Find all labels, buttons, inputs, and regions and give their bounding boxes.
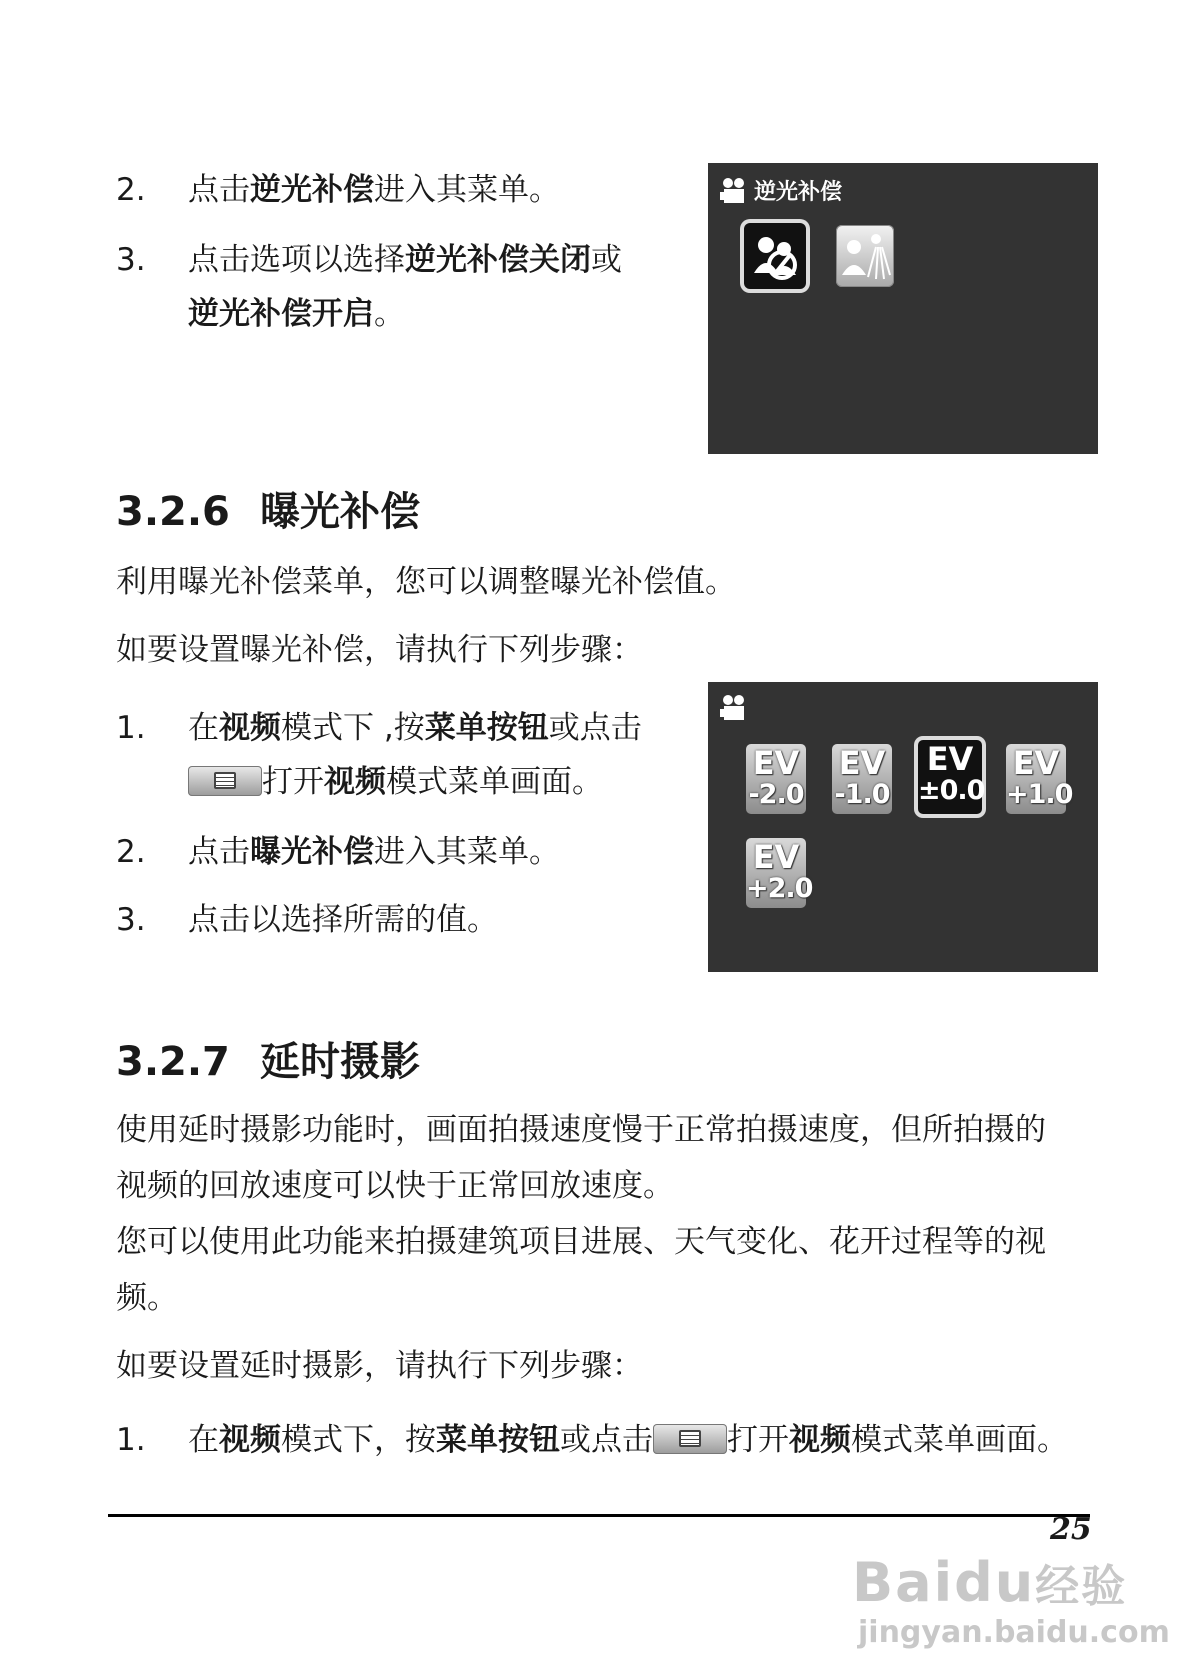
ev-value: -2.0	[748, 779, 804, 810]
backlight-on-icon	[836, 225, 894, 287]
menu-list-icon	[679, 1430, 701, 1447]
ev-label: EV	[838, 744, 886, 782]
step-bold-term: 视频	[219, 1422, 281, 1458]
step-bold-term: 曝光补偿	[250, 834, 374, 870]
baidu-watermark-logo	[852, 1550, 1127, 1614]
watermark-brand-cn: 经验	[1035, 1561, 1128, 1612]
step-bold-term: 逆光补偿	[250, 172, 374, 208]
screen-title-text: 逆光补偿	[754, 180, 843, 205]
backlight-off-option[interactable]	[744, 223, 806, 289]
section-howto: 如要设置曝光补偿，请执行下列步骤：	[116, 632, 643, 668]
menu-button[interactable]	[188, 766, 262, 796]
step-text: 模式下，按	[281, 1422, 436, 1458]
step-text: 在	[188, 1422, 219, 1458]
page-number: 25	[1050, 1512, 1092, 1547]
ev-option-zero[interactable]	[918, 740, 985, 814]
step-bold-term: 菜单按钮	[436, 1422, 560, 1458]
step-number: 2.	[116, 834, 146, 870]
step-text: 点击选项以选择	[188, 242, 405, 278]
step-bold-term: 逆光补偿开启	[188, 296, 374, 332]
ev-label: EV	[752, 838, 800, 876]
menu-list-icon	[214, 772, 236, 789]
ev-value: +2.0	[746, 873, 813, 904]
ev-option-minus-2[interactable]	[746, 744, 806, 814]
step-text: 点击	[188, 834, 250, 870]
step-number: 1.	[116, 1422, 146, 1458]
ev-option-minus-1[interactable]	[832, 744, 892, 814]
step-text: 或	[591, 242, 622, 278]
step-bold-term: 菜单按钮	[424, 710, 549, 746]
step-text: 模式菜单画面。	[851, 1422, 1068, 1458]
menu-button[interactable]	[653, 1424, 727, 1454]
section-heading-326	[116, 480, 420, 537]
step-text: 进入其菜单。	[374, 834, 560, 870]
section-number: 3.2.7	[116, 1039, 230, 1085]
paragraph-line: 使用延时摄影功能时，画面拍摄速度慢于正常拍摄速度，但所拍摄的	[116, 1112, 1046, 1148]
video-camera-icon	[720, 694, 746, 722]
footer-rule	[108, 1514, 1090, 1517]
step-text: 进入其菜单。	[374, 172, 560, 208]
step-text: 打开	[727, 1422, 789, 1458]
ev-value: ±0.0	[918, 775, 985, 806]
step-bold-term: 视频	[324, 764, 386, 800]
step-bold-term: 视频	[219, 710, 281, 746]
watermark-url: jingyan.baidu.com	[858, 1615, 1170, 1650]
step-number: 3.	[116, 242, 146, 278]
watermark-brand: Baidu	[852, 1551, 1036, 1614]
step-number: 2.	[116, 172, 146, 208]
backlight-menu-screenshot	[708, 163, 1098, 454]
paragraph-line: 视频的回放速度可以快于正常回放速度。	[116, 1168, 674, 1204]
exposure-menu-screenshot	[708, 682, 1098, 972]
backlight-off-icon	[744, 223, 806, 289]
screen-title	[720, 175, 842, 206]
section-heading-327	[116, 1030, 420, 1087]
paragraph-line: 您可以使用此功能来拍摄建筑项目进展、天气变化、花开过程等的视	[116, 1224, 1046, 1260]
ev-label: EV	[1012, 744, 1060, 782]
step-text: 模式下 ,按	[281, 710, 425, 746]
section-howto: 如要设置延时摄影，请执行下列步骤：	[116, 1348, 643, 1384]
section-number: 3.2.6	[116, 489, 230, 535]
section-intro: 利用曝光补偿菜单，您可以调整曝光补偿值。	[116, 564, 736, 600]
step-bold-term: 视频	[789, 1422, 851, 1458]
ev-value: +1.0	[1006, 779, 1073, 810]
step-number: 1.	[116, 710, 146, 746]
step-text: 点击	[188, 172, 250, 208]
ev-label: EV	[752, 744, 800, 782]
step-text: 点击以选择所需的值。	[188, 902, 498, 938]
step-text: 或点击	[560, 1422, 653, 1458]
step-text: 打开	[262, 764, 324, 800]
step-text: 。	[374, 296, 405, 332]
step-number: 3.	[116, 902, 146, 938]
video-camera-icon	[720, 177, 746, 205]
step-bold-term: 逆光补偿关闭	[405, 242, 591, 278]
section-title: 曝光补偿	[260, 489, 420, 535]
ev-value: -1.0	[834, 779, 890, 810]
step-text: 或点击	[548, 710, 642, 746]
ev-label: EV	[926, 740, 974, 778]
ev-option-plus-2[interactable]	[746, 838, 813, 908]
step-text: 模式菜单画面。	[386, 764, 603, 800]
section-title: 延时摄影	[260, 1039, 420, 1085]
step-text: 在	[188, 710, 219, 746]
paragraph-line: 频。	[116, 1280, 178, 1316]
backlight-on-option[interactable]	[836, 225, 894, 287]
ev-option-plus-1[interactable]	[1006, 744, 1073, 814]
